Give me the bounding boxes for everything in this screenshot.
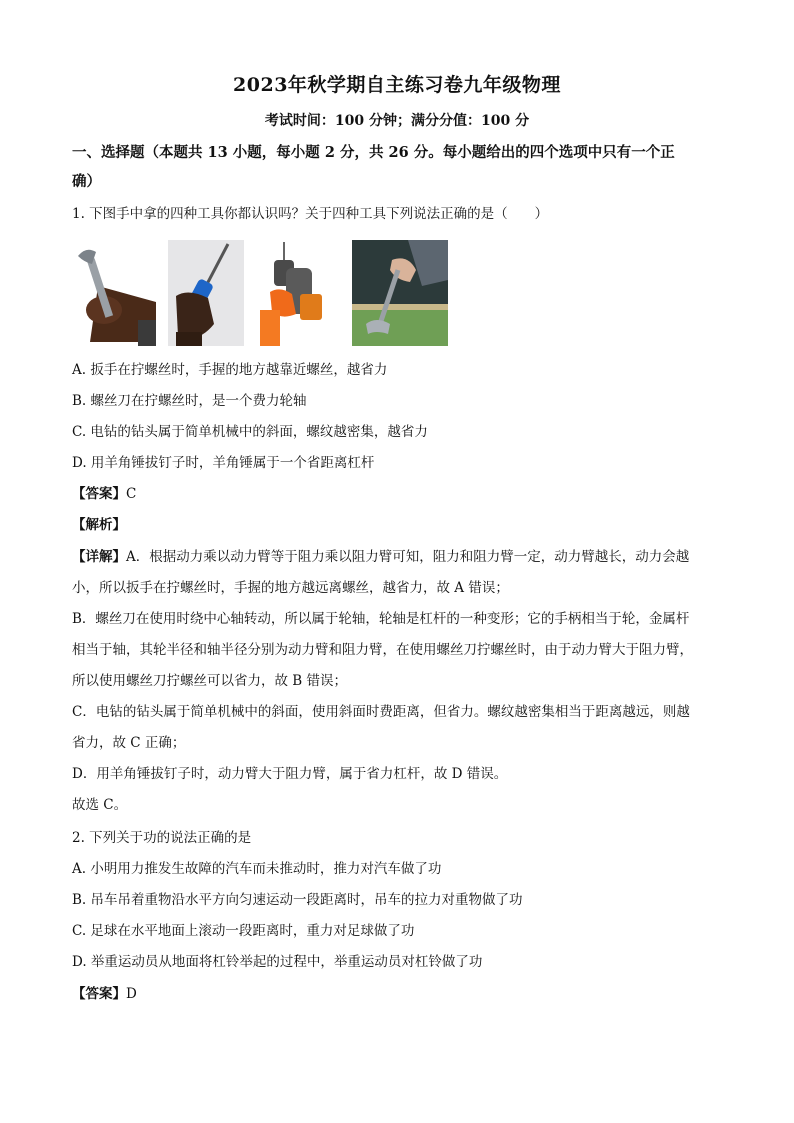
q1-detail-line-4: 相当于轴，其轮半径和轴半径分别为动力臂和阻力臂，在使用螺丝刀拧螺丝时，由于动力臂大于阻力臂，: [72, 642, 693, 658]
q1-detail-line-5: 所以使用螺丝刀拧螺丝可以省力，故 B 错误；: [72, 673, 348, 689]
q1-option-c: C. 电钻的钻头属于简单机械中的斜面，螺纹越密集，越省力: [72, 424, 428, 440]
q1-stem: 1. 下图手中拿的四种工具你都认识吗？关于四种工具下列说法正确的是（ ）: [72, 206, 549, 222]
section-heading: [72, 138, 722, 196]
q1-option-a: A. 扳手在拧螺丝时，手握的地方越靠近螺丝，越省力: [72, 362, 388, 378]
q1-detail-tag: 【详解】: [72, 549, 126, 565]
q2-answer: [72, 984, 722, 1004]
q1-detail-line-7: 省力，故 C 正确；: [72, 735, 186, 751]
q1-analysis-tag: 【解析】: [72, 517, 126, 533]
q1-option-d: D. 用羊角锤拔钉子时，羊角锤属于一个省距离杠杆: [72, 455, 375, 471]
section-heading-line2: 确）: [72, 173, 101, 190]
q1-detail-line-3: B．螺丝刀在使用时绕中心轴转动，所以属于轮轴，轮轴是杠杆的一种变形；它的手柄相当于轮，金属杆: [72, 611, 690, 627]
exam-subtitle: 考试时间：100 分钟；满分分值：100 分: [264, 113, 530, 129]
q2-stem: 2. 下列关于功的说法正确的是: [72, 830, 252, 846]
q1-answer: [72, 484, 722, 504]
section-heading-line1: 一、选择题（本题共 13 小题，每小题 2 分，共 26 分。每小题给出的四个选项中只有一个正: [72, 144, 675, 161]
q1-answer-tag: 【答案】: [72, 486, 126, 502]
q1-detail-line-9: 故选 C。: [72, 797, 128, 813]
q2-option-a: A. 小明用力推发生故障的汽车而未推动时，推力对汽车做了功: [72, 861, 442, 877]
q2-option-c: C. 足球在水平地面上滚动一段距离时，重力对足球做了功: [72, 923, 415, 939]
q2-option-b: B. 吊车吊着重物沿水平方向匀速运动一段距离时，吊车的拉力对重物做了功: [72, 892, 523, 908]
q1-detail-line-2: 小，所以扳手在拧螺丝时，手握的地方越远离螺丝，越省力，故 A 错误；: [72, 580, 509, 596]
electric-drill-in-hand-image: [256, 240, 326, 346]
q1-detail-line-1: 【详解】A．根据动力乘以动力臂等于阻力乘以阻力臂可知，阻力和阻力臂一定，动力臂越长，动力会越: [72, 549, 690, 565]
wrench-in-hand-image: [72, 240, 156, 346]
q1-detail-line-8: D．用羊角锤拔钉子时，动力臂大于阻力臂，属于省力杠杆，故 D 错误。: [72, 766, 508, 782]
claw-hammer-in-hand-image: [352, 240, 448, 346]
q2-answer-tag: 【答案】: [72, 986, 126, 1002]
screwdriver-in-hand-image: [168, 240, 244, 346]
q1-option-b: B. 螺丝刀在拧螺丝时，是一个费力轮轴: [72, 393, 307, 409]
q1-detail-line-6: C．电钻的钻头属于简单机械中的斜面，使用斜面时费距离，但省力。螺纹越密集相当于距离越远，则越: [72, 704, 690, 720]
exam-title: 2023年秋学期自主练习卷九年级物理: [233, 74, 561, 96]
q2-answer-value: D: [126, 986, 137, 1002]
q2-option-d: D. 举重运动员从地面将杠铃举起的过程中，举重运动员对杠铃做了功: [72, 954, 483, 970]
q1-answer-value: C: [126, 486, 137, 502]
